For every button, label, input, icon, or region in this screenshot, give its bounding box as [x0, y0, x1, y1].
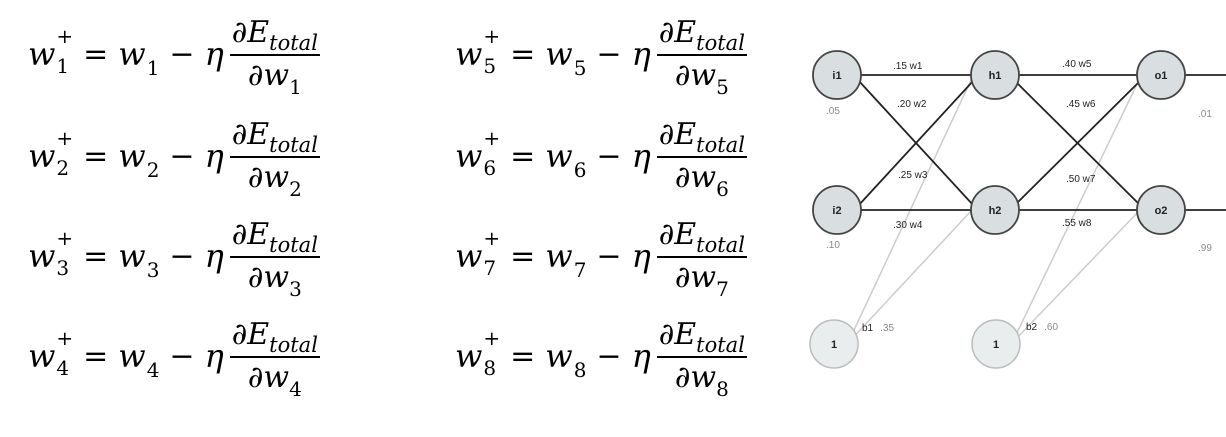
weight-symbol: w [545, 237, 573, 275]
node-label: o1 [1154, 70, 1168, 82]
weight-symbol: w [545, 35, 573, 73]
index-subscript: 3 [146, 258, 160, 282]
index-subscript: 3 [289, 277, 302, 301]
hidden-node-h2 [971, 186, 1019, 234]
index-subscript: 6 [483, 156, 497, 180]
total-subscript: total [696, 31, 745, 55]
weight-symbol: w [455, 137, 483, 175]
bias-value: .35 [880, 323, 895, 334]
equals-sign: = [510, 338, 536, 374]
weight-symbol: w [118, 137, 146, 175]
weight-symbol: w [690, 160, 717, 195]
weight-symbol: w [455, 237, 483, 275]
weight-symbol: w [690, 260, 717, 295]
denominator [247, 358, 302, 401]
partial-symbol: ∂ [658, 217, 675, 252]
error-symbol: E [674, 317, 697, 352]
equation-lhs [28, 326, 74, 380]
input-node-i1 [813, 51, 861, 99]
minus-sign: − [169, 338, 195, 374]
partial-derivative [657, 15, 747, 99]
sup-sub [56, 126, 74, 180]
index-subscript: 8 [573, 358, 587, 382]
minus-sign: − [169, 138, 195, 174]
node-label: h1 [988, 70, 1002, 82]
old-weight [545, 137, 587, 182]
total-subscript: total [696, 333, 745, 357]
numerator [230, 117, 320, 156]
numerator [230, 217, 320, 256]
equation-lhs [28, 226, 74, 280]
plus-superscript: + [483, 226, 501, 250]
equals-sign: = [83, 238, 109, 274]
minus-sign: − [596, 138, 622, 174]
weight-label-w7: .50 w7 [1066, 174, 1096, 185]
partial-derivative [230, 15, 320, 99]
weight-label-w6: .45 w6 [1066, 99, 1096, 110]
hidden-node-h1 [971, 51, 1019, 99]
weight-symbol: w [118, 337, 146, 375]
total-subscript: total [696, 133, 745, 157]
index-subscript: 7 [716, 277, 729, 301]
equation-lhs [455, 226, 501, 280]
network-diagram [790, 0, 1226, 437]
total-subscript: total [269, 233, 318, 257]
weight-label-w8: .55 w8 [1062, 218, 1092, 229]
partial-symbol: ∂ [674, 260, 691, 295]
index-subscript: 6 [716, 177, 729, 201]
partial-derivative [230, 217, 320, 301]
numerator [657, 317, 747, 356]
weight-symbol: w [263, 360, 290, 395]
index-subscript: 1 [289, 75, 302, 99]
equation-lhs [455, 126, 501, 180]
error-symbol: E [674, 117, 697, 152]
partial-symbol: ∂ [231, 217, 248, 252]
index-subscript: 2 [56, 156, 70, 180]
learning-rate-eta: η [204, 137, 224, 175]
learning-rate-eta: η [204, 35, 224, 73]
index-subscript: 8 [483, 356, 497, 380]
weight-symbol: w [455, 337, 483, 375]
index-subscript: 7 [573, 258, 587, 282]
index-subscript: 6 [573, 158, 587, 182]
denominator [674, 56, 729, 99]
partial-symbol: ∂ [231, 15, 248, 50]
denominator [674, 158, 729, 201]
index-subscript: 5 [573, 56, 587, 80]
minus-sign: − [596, 36, 622, 72]
partial-symbol: ∂ [658, 117, 675, 152]
weight-symbol: w [263, 58, 290, 93]
weight-symbol: w [690, 360, 717, 395]
equation-lhs [455, 24, 501, 78]
equation-w5 [455, 4, 747, 104]
error-symbol: E [247, 217, 270, 252]
node-label: h2 [988, 205, 1002, 217]
partial-symbol: ∂ [674, 360, 691, 395]
old-weight [545, 35, 587, 80]
bias-name: b1 [862, 323, 874, 334]
weight-symbol: w [690, 58, 717, 93]
sup-sub [483, 24, 501, 78]
index-subscript: 4 [56, 356, 70, 380]
index-subscript: 4 [289, 377, 302, 401]
plus-superscript: + [483, 24, 501, 48]
denominator [247, 56, 302, 99]
equation-w6 [455, 106, 747, 206]
partial-symbol: ∂ [674, 160, 691, 195]
index-subscript: 8 [716, 377, 729, 401]
partial-derivative [230, 317, 320, 401]
learning-rate-eta: η [631, 35, 651, 73]
total-subscript: total [269, 333, 318, 357]
input-value-i2: .10 [826, 240, 840, 251]
partial-symbol: ∂ [247, 160, 264, 195]
error-symbol: E [674, 217, 697, 252]
equation-w1 [28, 4, 320, 104]
input-value-i1: .05 [826, 106, 840, 117]
weight-label-w3: .25 w3 [898, 170, 928, 181]
sup-sub [56, 226, 74, 280]
equation-w3 [28, 206, 320, 306]
denominator [674, 358, 729, 401]
equals-sign: = [83, 36, 109, 72]
bias-node-b1 [810, 320, 858, 368]
equation-w8 [455, 306, 747, 406]
equation-lhs [455, 326, 501, 380]
total-subscript: total [269, 31, 318, 55]
denominator [247, 258, 302, 301]
equals-sign: = [83, 338, 109, 374]
error-symbol: E [247, 15, 270, 50]
equals-sign: = [510, 238, 536, 274]
numerator [230, 15, 320, 54]
plus-superscript: + [56, 24, 74, 48]
minus-sign: − [169, 238, 195, 274]
learning-rate-eta: η [204, 237, 224, 275]
index-subscript: 7 [483, 256, 497, 280]
index-subscript: 4 [146, 358, 160, 382]
partial-symbol: ∂ [658, 15, 675, 50]
partial-symbol: ∂ [658, 317, 675, 352]
input-node-i2 [813, 186, 861, 234]
partial-symbol: ∂ [247, 260, 264, 295]
partial-derivative [230, 117, 320, 201]
node-label: 1 [830, 339, 838, 351]
bias-label-b1 [862, 318, 894, 335]
bias-label-b2 [1026, 317, 1058, 334]
target-value-o2: .99 [1198, 243, 1212, 254]
weight-label-w4: .30 w4 [893, 220, 923, 231]
network-svg [790, 0, 1226, 437]
bias-name: b2 [1026, 322, 1038, 333]
partial-symbol: ∂ [247, 58, 264, 93]
equals-sign: = [510, 138, 536, 174]
sup-sub [56, 24, 74, 78]
partial-symbol: ∂ [247, 360, 264, 395]
output-node-o2 [1137, 186, 1185, 234]
total-subscript: total [269, 133, 318, 157]
weight-symbol: w [263, 260, 290, 295]
index-subscript: 3 [56, 256, 70, 280]
weight-label-w1: .15 w1 [893, 61, 923, 72]
node-label: 1 [992, 339, 1000, 351]
plus-superscript: + [56, 226, 74, 250]
equation-w4 [28, 306, 320, 406]
index-subscript: 1 [146, 56, 160, 80]
learning-rate-eta: η [204, 337, 224, 375]
old-weight [545, 237, 587, 282]
bias-node-b2 [972, 320, 1020, 368]
equation-w7 [455, 206, 747, 306]
node-label: o2 [1154, 205, 1168, 217]
weight-symbol: w [28, 137, 56, 175]
numerator [230, 317, 320, 356]
weight-symbol: w [118, 35, 146, 73]
partial-symbol: ∂ [231, 117, 248, 152]
learning-rate-eta: η [631, 137, 651, 175]
partial-symbol: ∂ [674, 58, 691, 93]
sup-sub [483, 326, 501, 380]
index-subscript: 1 [56, 54, 70, 78]
equation-lhs [28, 24, 74, 78]
weight-symbol: w [28, 337, 56, 375]
index-subscript: 2 [146, 158, 160, 182]
numerator [657, 117, 747, 156]
partial-derivative [657, 117, 747, 201]
weight-symbol: w [28, 237, 56, 275]
total-subscript: total [696, 233, 745, 257]
equals-sign: = [83, 138, 109, 174]
partial-derivative [657, 217, 747, 301]
node-label: i2 [832, 205, 842, 217]
old-weight [545, 337, 587, 382]
weight-symbol: w [28, 35, 56, 73]
old-weight [118, 337, 160, 382]
minus-sign: − [596, 338, 622, 374]
target-value-o1: .01 [1198, 109, 1212, 120]
weight-label-w5: .40 w5 [1062, 59, 1092, 70]
equals-sign: = [510, 36, 536, 72]
minus-sign: − [596, 238, 622, 274]
old-weight [118, 237, 160, 282]
weight-symbol: w [545, 137, 573, 175]
learning-rate-eta: η [631, 237, 651, 275]
numerator [657, 15, 747, 54]
weight-symbol: w [263, 160, 290, 195]
sup-sub [483, 226, 501, 280]
sup-sub [483, 126, 501, 180]
learning-rate-eta: η [631, 337, 651, 375]
old-weight [118, 35, 160, 80]
sup-sub [56, 326, 74, 380]
minus-sign: − [169, 36, 195, 72]
weight-symbol: w [118, 237, 146, 275]
node-label: i1 [832, 70, 842, 82]
partial-derivative [657, 317, 747, 401]
index-subscript: 2 [289, 177, 302, 201]
equation-w2 [28, 106, 320, 206]
weight-symbol: w [455, 35, 483, 73]
denominator [674, 258, 729, 301]
plus-superscript: + [483, 126, 501, 150]
weight-symbol: w [545, 337, 573, 375]
partial-symbol: ∂ [231, 317, 248, 352]
plus-superscript: + [56, 326, 74, 350]
index-subscript: 5 [716, 75, 729, 99]
plus-superscript: + [56, 126, 74, 150]
numerator [657, 217, 747, 256]
equation-lhs [28, 126, 74, 180]
plus-superscript: + [483, 326, 501, 350]
denominator [247, 158, 302, 201]
old-weight [118, 137, 160, 182]
index-subscript: 5 [483, 54, 497, 78]
error-symbol: E [674, 15, 697, 50]
bias-value: .60 [1044, 322, 1059, 333]
error-symbol: E [247, 117, 270, 152]
error-symbol: E [247, 317, 270, 352]
output-node-o1 [1137, 51, 1185, 99]
weight-label-w2: .20 w2 [897, 99, 927, 110]
